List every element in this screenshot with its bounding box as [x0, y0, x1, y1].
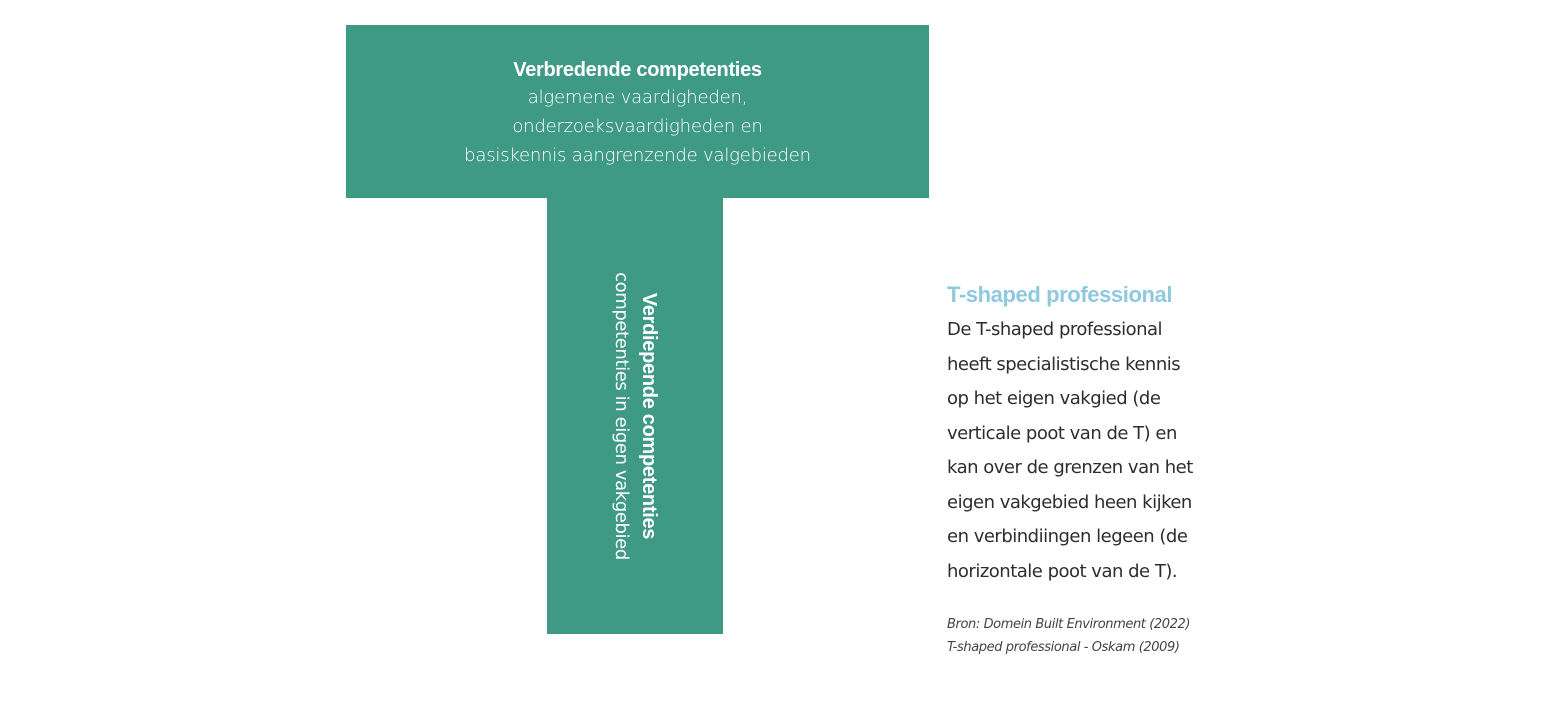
body-line: verticale poot van de T) en: [947, 422, 1177, 444]
source-line: Bron: Domein Built Environment (2022): [947, 617, 1191, 632]
explanation-panel: [947, 280, 1247, 659]
body-line: De T-shaped professional: [947, 319, 1163, 340]
body-line: eigen vakgebied heen kijken: [947, 491, 1192, 513]
t-vertical-stem: [547, 198, 723, 634]
broadening-line-1: algemene vaardigheden,: [527, 87, 748, 108]
body-line: horizontale poot van de T).: [947, 560, 1178, 582]
broadening-competencies-title: Verbredende competenties: [513, 59, 762, 81]
deepening-competencies-subtitle: competenties in eigen vakgebied: [611, 272, 632, 560]
body-line: en verbindiingen legeen (de: [947, 526, 1188, 547]
t-horizontal-bar: [346, 25, 929, 198]
source-citation: [947, 613, 1247, 659]
body-line: op het eigen vakgied (de: [947, 388, 1161, 409]
body-line: heeft specialistische kennis: [947, 353, 1181, 375]
stem-rotated-label: [607, 206, 663, 626]
broadening-line-3: basiskennis aangrenzende valgebieden: [464, 145, 811, 166]
explanation-body: [947, 313, 1247, 589]
deepening-competencies-title: Verdiepende competenties: [638, 292, 660, 540]
source-line: T-shaped professional - Oskam (2009): [947, 640, 1180, 655]
body-line: kan over de grenzen van het: [947, 457, 1193, 478]
explanation-heading: T-shaped professional: [947, 282, 1173, 307]
broadening-line-2: onderzoeksvaardigheden en: [512, 116, 763, 137]
